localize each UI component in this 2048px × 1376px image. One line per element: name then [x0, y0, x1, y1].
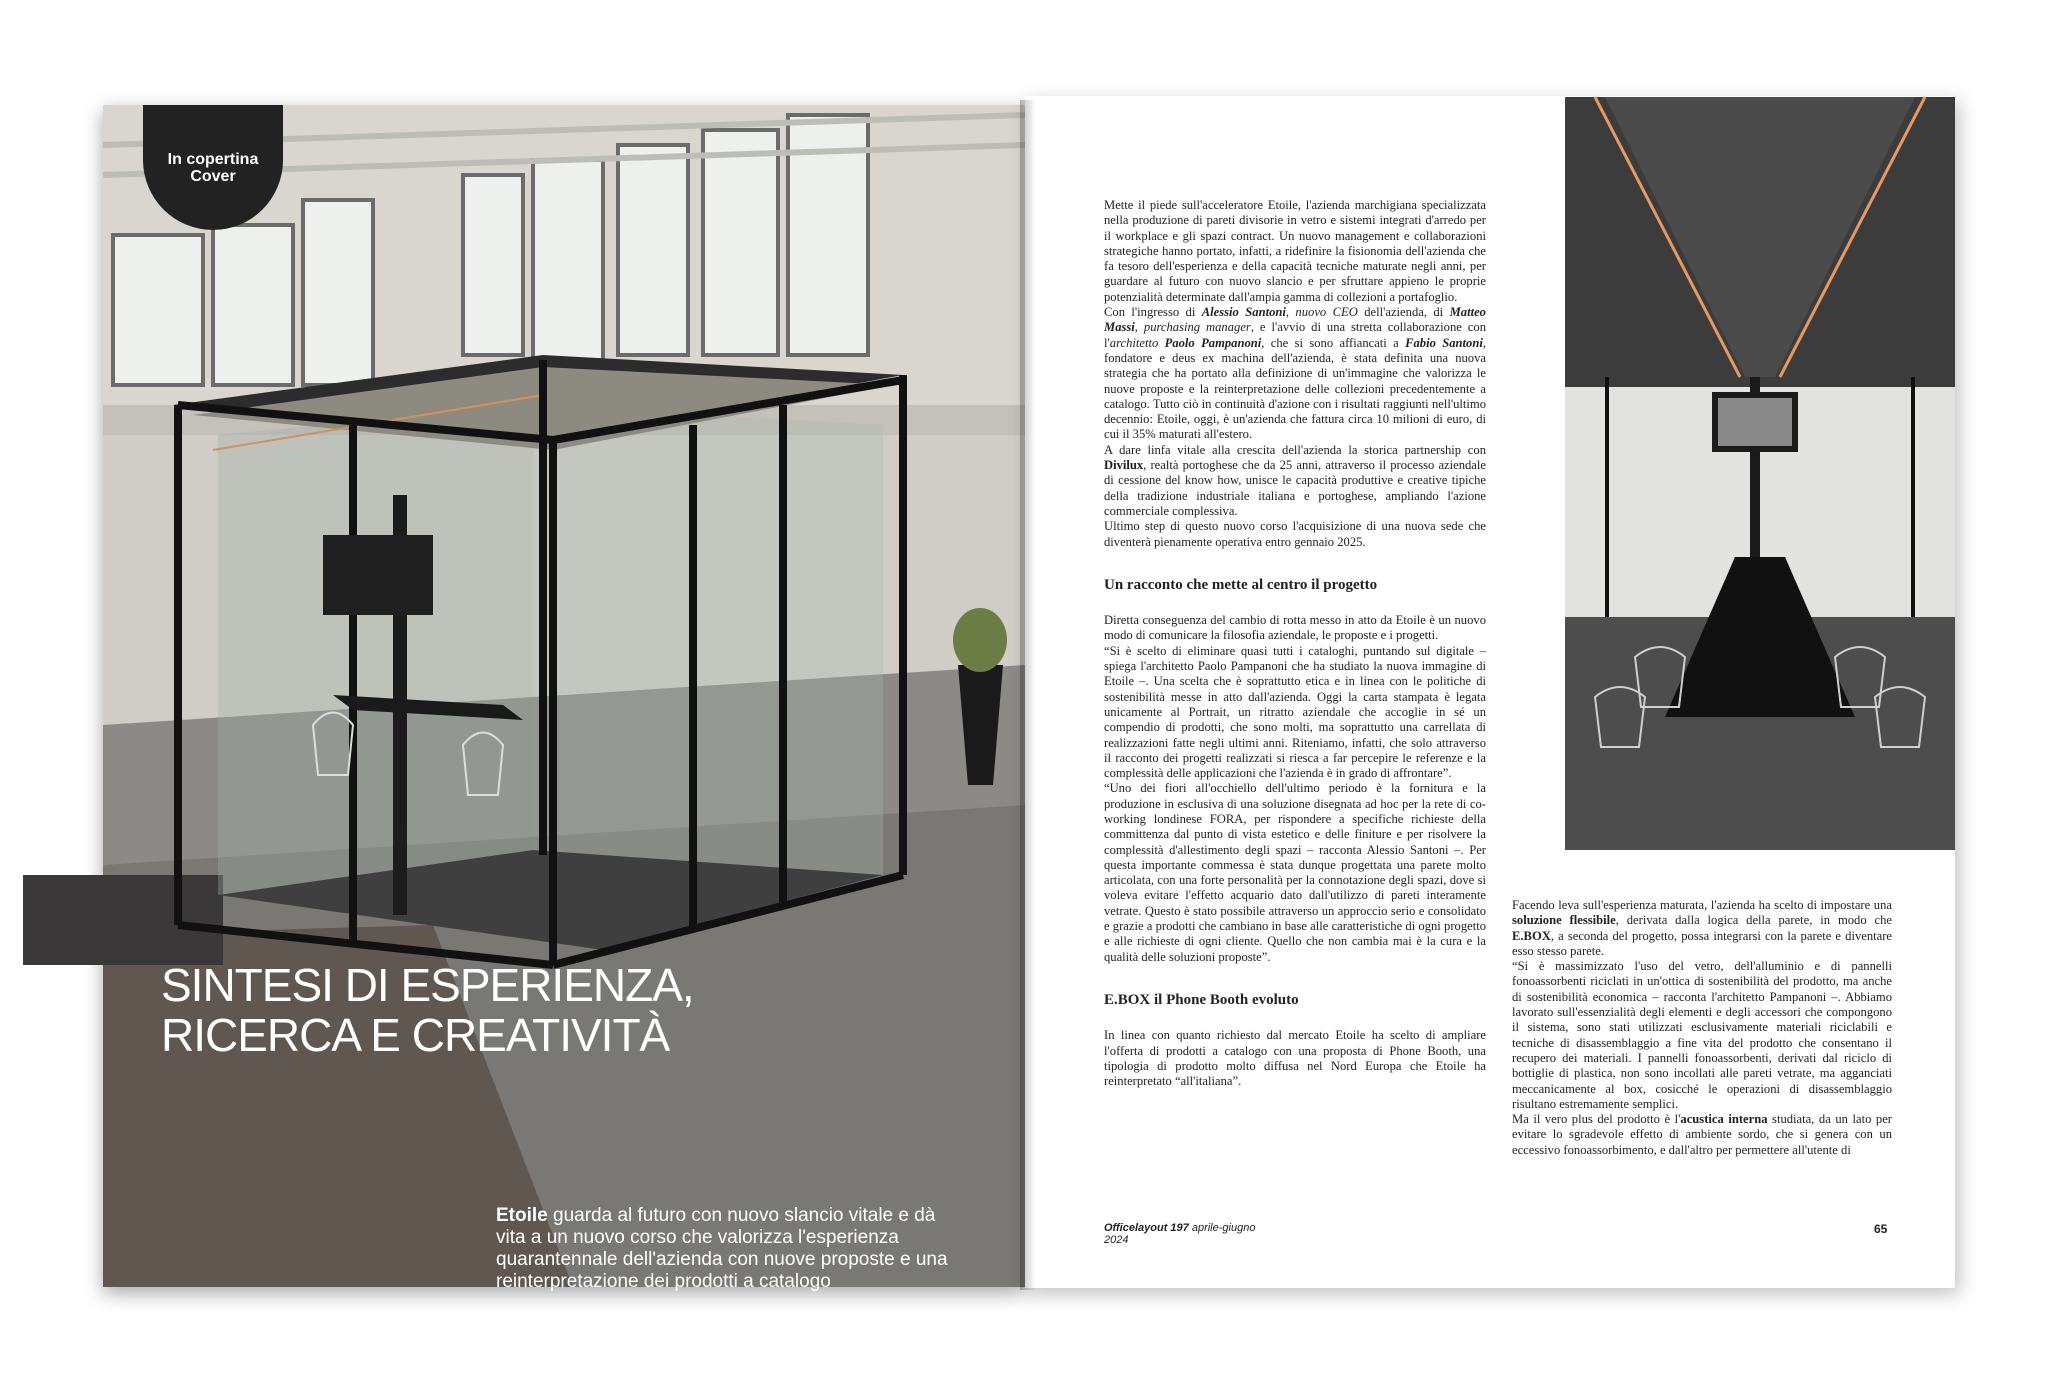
- badge-label-en: Cover: [190, 167, 236, 185]
- paragraph: [1512, 898, 1892, 959]
- text: , fondatore e deus ex machina dell'azienda, è stata definita una nuova strategia che ha portato alla definizione di un'immagine che valorizza le nuove proposte e la reinterpretazione delle collezioni precedentemente a catalogo. Tutto ciò in continuità d'azione con i risultati raggiunti nell'ultimo decennio: Etoile, oggi, è un'azienda che fattura circa 10 milioni di euro, di cui il 35% maturati all'estero.: [1104, 335, 1486, 442]
- paragraph: Mette il piede sull'acceleratore Etoile, l'azienda marchigiana specializzata nella produzione di pareti divisorie in vetro e sistemi integrati d'arredo per il workplace e gli spazi contract. Un nuovo management e collaborazioni strategiche hanno portato, infatti, a ridefinire la fisionomia dell'azienda che fa tesoro dell'esperienza e della capacità tecniche maturate negli anni, per guardare al futuro con nuovo slancio e per sfruttare appieno le proprie potenzialità determinate dall'ampia gamma di collezioni a portafoglio.: [1104, 198, 1486, 304]
- section-subheading: E.BOX il Phone Booth evoluto: [1104, 991, 1299, 1008]
- footer-issue: aprile-giugno 2024: [1104, 1222, 1256, 1246]
- headline-line: SINTESI DI ESPERIENZA,: [161, 959, 694, 1011]
- product-name: E.BOX: [1512, 928, 1551, 943]
- role: , nuovo CEO: [1285, 305, 1358, 320]
- role: , purchasing manager: [1134, 320, 1251, 335]
- paragraph: [1104, 443, 1486, 519]
- article-lead: [496, 1205, 966, 1293]
- paragraph: Ultimo step di questo nuovo corso l'acquisizione di una nuova sede che diventerà pienamente operativa entro gennaio 2025.: [1104, 519, 1486, 549]
- text: , e l'avvio di una stretta collaborazione con l': [1104, 320, 1486, 350]
- gutter-shadow: [1020, 100, 1036, 1290]
- section-subheading: Un racconto che mette al centro il progetto: [1104, 576, 1378, 593]
- footer-magazine: Officelayout 197: [773, 1329, 858, 1341]
- text: studiata, da un lato per evitare lo sgradevole effetto di ambiente sordo, che si genera con un eccessivo fonoassorbimento, e dall'altro per permettere all'utente di: [1512, 1112, 1892, 1157]
- emphasis: acustica interna: [1680, 1112, 1768, 1127]
- text: , derivata dalla logica della parete, in modo che: [1615, 913, 1892, 928]
- meeting-room-photo: [1565, 97, 1955, 850]
- paragraph: [1104, 305, 1486, 443]
- person-name: Alessio Santoni: [1201, 305, 1286, 320]
- page-number: 64: [161, 1327, 175, 1341]
- text: Ma il vero plus del prodotto è l': [1512, 1112, 1681, 1127]
- paragraph: In linea con quanto richiesto dal mercato Etoile ha scelto di ampliare l'offerta di prodotti a catalogo con una proposta di Phone Booth, una tipologia di prodotto molto diffusa nel Nord Europa che Etoile ha reinterpretato “all'italiana”.: [1104, 1028, 1486, 1089]
- paragraph: “Si è scelto di eliminare quasi tutti i cataloghi, puntando sul digitale – spiega l'architetto Paolo Pampanoni che ha studiato la nuova immagine di Etoile –. Una scelta che è soprattutto etica e in linea con le politiche di sostenibilità messe in atto dall'azienda. Oggi la carta stampata è legata unicamente al Portrait, un ritratto aziendale che accoglie in sé un compendio di prodotti, che sono molti, ma soprattutto una carrellata di realizzazioni fatte negli ultimi anni. Riteniamo, infatti, che solo attraverso il racconto dei progetti realizzati si riesca a far percepire le referenze e la complessità delle applicazioni che l'azienda è in grado di affrontare”.: [1104, 643, 1486, 781]
- lead-text: guarda al futuro con nuovo slancio vitale e dà vita a un nuovo corso che valorizza l'esperienza quarantennale dell'azienda con nuove proposte e una reinterpretazione dei prodotti a catalogo: [496, 1205, 948, 1292]
- text: , realtà portoghese che da 25 anni, attraverso il processo aziendale di cessione del know how, unisce le capacità produttive e creative tipiche della tradizione industriale italiana e portoghese, ampliando l'azione commerciale complessiva.: [1104, 458, 1486, 518]
- paragraph: “Uno dei fiori all'occhiello dell'ultimo periodo è la fornitura e la produzione in esclusiva di una soluzione disegnata ad hoc per la rete di co-working londinese FORA, per rispondere a specifiche richieste della committenza dal punto di vista estetico e delle finiture e per risolvere la complessità d'allestimento degli spazi – racconta Alessio Santoni –. Per questa importante commessa è stata dunque progettata una parete molto articolata, con una forte personalità per la connotazione degli spazi, dove si voleva evitare l'effetto acquario dato dall'utilizzo di pareti interamente vetrate. Questo è stato possibile attraverso un approccio serio e consolidato e grazie a prodotti che cambiano in base alle caratteristiche di ogni progetto e alle richieste di ogni cliente. Quello che non cambia mai è la cura e la qualità delle soluzioni proposte”.: [1104, 781, 1486, 964]
- text: , che si sono affiancati a: [1261, 335, 1406, 350]
- text: , a seconda del progetto, possa integrarsi con la parete e diventare esso stesso parete.: [1512, 928, 1892, 958]
- footer-issue: aprile-giugno 2024: [857, 1329, 952, 1341]
- article-headline: [161, 960, 881, 1060]
- emphasis: soluzione flessibile: [1512, 913, 1616, 928]
- page-footer: [1104, 1222, 1264, 1246]
- text: A dare linfa vitale alla crescita dell'azienda la storica partnership con: [1104, 442, 1486, 457]
- person-name: Matteo Massi: [1104, 305, 1486, 335]
- text: dell'azienda, di: [1357, 305, 1450, 320]
- page-number: 65: [1874, 1222, 1888, 1236]
- company-name: Divilux: [1104, 458, 1144, 473]
- text: Facendo leva sull'esperienza maturata, l'azienda ha scelto di impostare una: [1512, 898, 1892, 912]
- paragraph: Diretta conseguenza del cambio di rotta messo in atto da Etoile è un nuovo modo di comunicare la filosofia aziendale, le proposte e i progetti.: [1104, 613, 1486, 643]
- badge-label: In copertina: [167, 150, 259, 168]
- paragraph: [1512, 1112, 1892, 1158]
- cover-photo-glass-booth: [103, 105, 1025, 1287]
- text-column-2: [1512, 898, 1892, 1158]
- text-column-1: [1104, 198, 1486, 1089]
- role: architetto: [1109, 335, 1165, 350]
- lead-brand: Etoile: [496, 1205, 548, 1226]
- headline-line: RICERCA E CREATIVITÀ: [161, 1009, 670, 1061]
- page-footer: [773, 1327, 955, 1341]
- left-page: [103, 105, 1025, 1341]
- person-name: Fabio Santoni: [1405, 335, 1483, 350]
- person-name: Paolo Pampanoni: [1164, 335, 1262, 350]
- paragraph: “Si è massimizzato l'uso del vetro, dell'alluminio e di pannelli fonoassorbenti riciclati in un'ottica di sostenibilità del prodotto, ma anche di sostenibilità economica – racconta l'architetto Pampanoni –. Abbiamo lavorato sull'essenzialità degli elementi e degli accessori che compongono il sistema, sono stati utilizzati esclusivamente materiali riciclabili e tecniche di disassemblaggio a fine vita del prodotto che consentano il recupero dei materiali. I pannelli fonoassorbenti, derivati dal riciclo di bottiglie di plastica, non sono incollati alle pareti vetrate, ma agganciati meccanicamente al box, cosicché le operazioni di disassemblaggio risultano estremamente semplici.: [1512, 959, 1892, 1111]
- text: Con l'ingresso di: [1104, 305, 1202, 320]
- footer-magazine: Officelayout 197: [1104, 1222, 1189, 1234]
